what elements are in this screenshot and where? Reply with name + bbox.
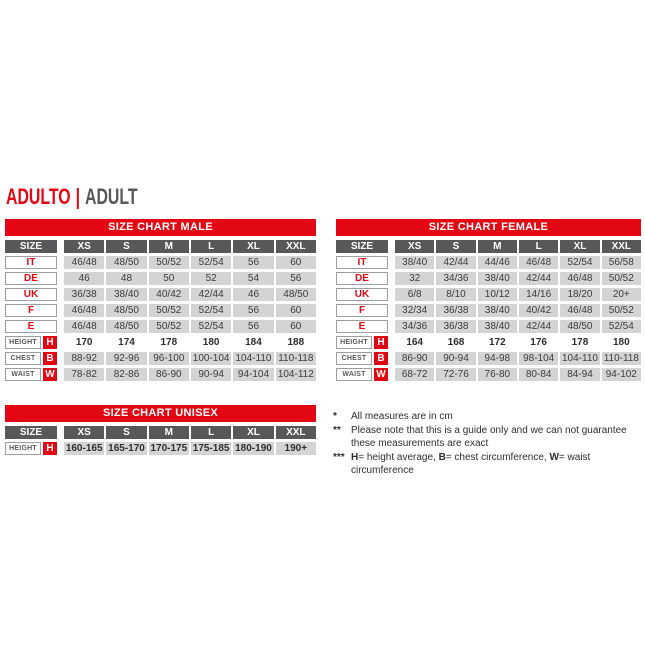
column-header-xs: XS: [64, 426, 104, 439]
measure-code-badge: H: [374, 336, 388, 349]
size-value-cell: 52: [191, 272, 231, 285]
size-row-e: [336, 320, 641, 333]
row-label-wrap: [5, 272, 57, 285]
measure-value-cell: 110-118: [602, 352, 641, 365]
size-value-cell: 38/40: [106, 288, 146, 301]
measure-label: WAIST: [5, 368, 41, 381]
row-cells: [395, 368, 641, 381]
measure-value-cell: 110-118: [276, 352, 316, 365]
row-cells: [395, 256, 641, 269]
row-label-wrap: [5, 256, 57, 269]
measure-label: WAIST: [336, 368, 372, 381]
measure-label-wrap: [5, 442, 57, 455]
size-value-cell: 48/50: [276, 288, 316, 301]
size-value-cell: 36/38: [64, 288, 104, 301]
region-label: F: [5, 304, 57, 317]
measure-row-height: [336, 336, 641, 349]
title-primary: ADULTO: [6, 184, 71, 209]
footnote-marker: ***: [333, 452, 345, 463]
measure-row-chest: [336, 352, 641, 365]
size-value-cell: 48/50: [560, 320, 599, 333]
size-header-cell: SIZE: [5, 240, 57, 253]
size-value-cell: 46/48: [64, 304, 104, 317]
row-cells: [395, 288, 641, 301]
measure-block: [5, 336, 316, 381]
measure-row-chest: [5, 352, 316, 365]
row-cells: [64, 368, 316, 381]
footnote-segment: = waist circumference: [351, 452, 591, 476]
size-row-f: [336, 304, 641, 317]
measure-value-cell: 190+: [276, 442, 316, 455]
measure-value-cell: 174: [106, 336, 146, 349]
measure-code-badge: H: [43, 336, 57, 349]
row-cells: [64, 336, 316, 349]
footnote-marker: **: [333, 425, 341, 436]
title-separator: |: [75, 184, 81, 209]
column-header-s: S: [436, 240, 475, 253]
region-label: F: [336, 304, 388, 317]
size-header-cell: SIZE: [336, 240, 388, 253]
measure-label-wrap: [5, 368, 57, 381]
table-title-banner: SIZE CHART MALE: [5, 219, 316, 236]
table-title-banner: SIZE CHART FEMALE: [336, 219, 641, 236]
measure-value-cell: 180: [191, 336, 231, 349]
measure-value-cell: 88-92: [64, 352, 104, 365]
measure-value-cell: 94-98: [478, 352, 517, 365]
title-secondary: ADULT: [85, 184, 138, 209]
size-value-cell: 46/48: [64, 256, 104, 269]
size-value-cell: 50/52: [149, 304, 189, 317]
size-value-cell: 6/8: [395, 288, 434, 301]
footnote-segment: = height average,: [358, 452, 439, 463]
row-label-wrap: [336, 256, 388, 269]
size-value-cell: 48/50: [106, 256, 146, 269]
row-cells: [64, 304, 316, 317]
column-header-s: S: [106, 426, 146, 439]
footnote-3: [333, 451, 641, 477]
measure-label-wrap: [336, 352, 388, 365]
row-cells: [395, 336, 641, 349]
measure-block: [336, 336, 641, 381]
measure-value-cell: 175-185: [192, 443, 230, 454]
size-header-wrap: [5, 426, 57, 439]
measure-value-cell: 165-170: [108, 443, 145, 454]
region-label: E: [336, 320, 388, 333]
footnote-2: [333, 424, 641, 450]
size-value-cell: 56/58: [602, 256, 641, 269]
row-cells: [395, 304, 641, 317]
size-value-cell: 40/42: [149, 288, 189, 301]
measure-label-wrap: [5, 336, 57, 349]
footnote-segment: H: [351, 452, 359, 463]
measure-value-cell: 72-76: [436, 368, 475, 381]
row-label-wrap: [336, 288, 388, 301]
column-header-xxl: XXL: [276, 240, 316, 253]
footnote-text: [351, 451, 641, 477]
measure-label: HEIGHT: [5, 442, 41, 455]
size-row-it: [336, 256, 641, 269]
measure-value-cell: 98-104: [519, 352, 558, 365]
size-value-cell: 38/40: [478, 272, 517, 285]
size-value-cell: 52/54: [602, 320, 641, 333]
region-label: E: [5, 320, 57, 333]
region-label: UK: [5, 288, 57, 301]
measure-label-wrap: [5, 352, 57, 365]
measure-value-cell: 104-110: [561, 353, 598, 364]
measure-value-cell: 94-104: [233, 368, 273, 381]
measure-label: CHEST: [5, 352, 41, 365]
size-value-cell: 50/52: [602, 272, 641, 285]
measure-label-wrap: [336, 368, 388, 381]
size-value-cell: 56: [233, 256, 273, 269]
size-value-cell: 38/40: [478, 304, 517, 317]
row-cells: [64, 320, 316, 333]
size-value-cell: 46/48: [560, 272, 599, 285]
size-value-cell: 52/54: [191, 304, 231, 317]
footnote-segment: B: [438, 452, 446, 463]
row-label-wrap: [5, 320, 57, 333]
size-chart-male: [5, 219, 316, 381]
size-value-cell: 14/16: [519, 288, 558, 301]
measure-value-cell: 180: [602, 336, 641, 349]
size-value-cell: 46/48: [560, 304, 599, 317]
measure-value-cell: 104-112: [276, 368, 316, 381]
size-value-cell: 52/54: [560, 256, 599, 269]
size-row-uk: [5, 288, 316, 301]
measure-label: HEIGHT: [336, 336, 372, 349]
row-label-wrap: [5, 288, 57, 301]
size-value-cell: 50/52: [149, 256, 189, 269]
size-value-cell: 42/44: [519, 272, 558, 285]
size-value-cell: 42/44: [436, 256, 475, 269]
size-value-cell: 34/36: [436, 272, 475, 285]
measure-value-cell: 100-104: [192, 353, 230, 364]
measure-value-cell: 90-94: [436, 352, 475, 365]
measure-value-cell: 80-84: [519, 368, 558, 381]
measure-label: HEIGHT: [5, 336, 41, 349]
row-label-wrap: [336, 272, 388, 285]
measure-value-cell: 82-86: [106, 368, 146, 381]
size-value-cell: 52/54: [191, 256, 231, 269]
measure-code-badge: B: [374, 352, 388, 365]
size-value-cell: 48/50: [106, 320, 146, 333]
column-header-xxl: XXL: [276, 426, 316, 439]
measure-block: [5, 442, 316, 455]
size-value-cell: 56: [276, 272, 316, 285]
size-value-cell: 46/48: [519, 256, 558, 269]
size-value-cell: 56: [233, 320, 273, 333]
size-value-cell: 8/10: [436, 288, 475, 301]
size-value-cell: 50: [149, 272, 189, 285]
column-header-xl: XL: [560, 240, 599, 253]
size-value-cell: 38/40: [395, 256, 434, 269]
size-value-cell: 44/46: [478, 256, 517, 269]
column-header-m: M: [149, 426, 189, 439]
region-label: DE: [5, 272, 57, 285]
size-row-de: [336, 272, 641, 285]
row-cells: [64, 272, 316, 285]
footnote-text: Please note that this is a guide only and we can not guarantee these measurements are exact: [351, 425, 627, 449]
size-value-cell: 48/50: [106, 304, 146, 317]
size-value-cell: 36/38: [436, 304, 475, 317]
measure-value-cell: 176: [519, 336, 558, 349]
column-header-s: S: [106, 240, 146, 253]
measure-code-badge: H: [43, 442, 57, 455]
region-label: DE: [336, 272, 388, 285]
measure-value-cell: 90-94: [191, 368, 231, 381]
measure-value-cell: 170-175: [150, 443, 188, 454]
column-header-m: M: [478, 240, 517, 253]
size-value-cell: 46: [64, 272, 104, 285]
column-header-l: L: [191, 426, 231, 439]
measure-value-cell: 180-190: [235, 443, 272, 454]
size-value-cell: 52/54: [191, 320, 231, 333]
measure-value-cell: 168: [436, 336, 475, 349]
measure-value-cell: 96-100: [149, 352, 189, 365]
measure-value-cell: 68-72: [395, 368, 434, 381]
size-value-cell: 60: [276, 256, 316, 269]
measure-value-cell: 172: [478, 336, 517, 349]
size-value-cell: 32/34: [395, 304, 434, 317]
header-cells: [64, 426, 316, 439]
size-header-cell: SIZE: [5, 426, 57, 439]
size-value-cell: 20+: [602, 288, 641, 301]
measure-value-cell: 76-80: [478, 368, 517, 381]
column-header-xl: XL: [233, 426, 273, 439]
size-value-cell: 32: [395, 272, 434, 285]
table-header-row: [5, 426, 316, 439]
size-chart-unisex: [5, 405, 316, 455]
measure-value-cell: 78-82: [64, 368, 104, 381]
measure-value-cell: 92-96: [106, 352, 146, 365]
size-value-cell: 38/40: [478, 320, 517, 333]
row-cells: [64, 442, 316, 455]
row-cells: [64, 352, 316, 365]
size-value-cell: 54: [233, 272, 273, 285]
row-cells: [395, 320, 641, 333]
footnote-text: All measures are in cm: [351, 411, 453, 422]
size-chart-female: [336, 219, 641, 381]
measure-code-badge: W: [374, 368, 388, 381]
size-row-it: [5, 256, 316, 269]
column-header-xxl: XXL: [602, 240, 641, 253]
region-label: IT: [336, 256, 388, 269]
size-value-cell: 10/12: [478, 288, 517, 301]
measure-label-wrap: [336, 336, 388, 349]
region-label: UK: [336, 288, 388, 301]
footnote-segment: = chest circumference,: [445, 452, 550, 463]
measure-row-height: [5, 336, 316, 349]
header-cells: [395, 240, 641, 253]
measure-value-cell: 170: [64, 336, 104, 349]
size-value-cell: 48: [106, 272, 146, 285]
column-header-m: M: [149, 240, 189, 253]
page-title: [6, 184, 138, 210]
size-value-cell: 60: [276, 320, 316, 333]
measure-row-height: [5, 442, 316, 455]
size-value-cell: 50/52: [149, 320, 189, 333]
size-row-uk: [336, 288, 641, 301]
row-label-wrap: [336, 304, 388, 317]
size-value-cell: 42/44: [191, 288, 231, 301]
region-label: IT: [5, 256, 57, 269]
column-header-l: L: [519, 240, 558, 253]
header-cells: [64, 240, 316, 253]
measure-value-cell: 160-165: [65, 443, 103, 454]
measure-value-cell: 178: [149, 336, 189, 349]
row-cells: [395, 352, 641, 365]
size-value-cell: 40/42: [519, 304, 558, 317]
footnotes: [333, 410, 641, 478]
column-header-xs: XS: [64, 240, 104, 253]
size-value-cell: 42/44: [519, 320, 558, 333]
measure-value-cell: 86-90: [395, 352, 434, 365]
measure-value-cell: 188: [276, 336, 316, 349]
measure-value-cell: 184: [233, 336, 273, 349]
table-header-row: [5, 240, 316, 253]
column-header-l: L: [191, 240, 231, 253]
size-value-cell: 56: [233, 304, 273, 317]
table-header-row: [336, 240, 641, 253]
size-value-cell: 46/48: [64, 320, 104, 333]
row-cells: [64, 256, 316, 269]
size-row-de: [5, 272, 316, 285]
measure-code-badge: W: [43, 368, 57, 381]
footnote-segment: W: [549, 452, 559, 463]
row-cells: [64, 288, 316, 301]
footnote-1: [333, 410, 641, 423]
size-value-cell: 46: [233, 288, 273, 301]
measure-label: CHEST: [336, 352, 372, 365]
measure-value-cell: 104-110: [233, 352, 273, 365]
size-row-f: [5, 304, 316, 317]
measure-value-cell: 84-94: [560, 368, 599, 381]
row-label-wrap: [5, 304, 57, 317]
size-value-cell: 34/36: [395, 320, 434, 333]
measure-value-cell: 178: [560, 336, 599, 349]
size-value-cell: 50/52: [602, 304, 641, 317]
measure-row-waist: [336, 368, 641, 381]
row-cells: [395, 272, 641, 285]
size-value-cell: 18/20: [560, 288, 599, 301]
size-header-wrap: [5, 240, 57, 253]
measure-value-cell: 94-102: [602, 368, 641, 381]
column-header-xs: XS: [395, 240, 434, 253]
footnote-marker: *: [333, 411, 337, 422]
row-label-wrap: [336, 320, 388, 333]
table-title-banner: SIZE CHART UNISEX: [5, 405, 316, 422]
measure-value-cell: 164: [395, 336, 434, 349]
measure-code-badge: B: [43, 352, 57, 365]
measure-value-cell: 86-90: [149, 368, 189, 381]
measure-row-waist: [5, 368, 316, 381]
size-value-cell: 60: [276, 304, 316, 317]
size-value-cell: 36/38: [436, 320, 475, 333]
size-row-e: [5, 320, 316, 333]
column-header-xl: XL: [233, 240, 273, 253]
size-header-wrap: [336, 240, 388, 253]
